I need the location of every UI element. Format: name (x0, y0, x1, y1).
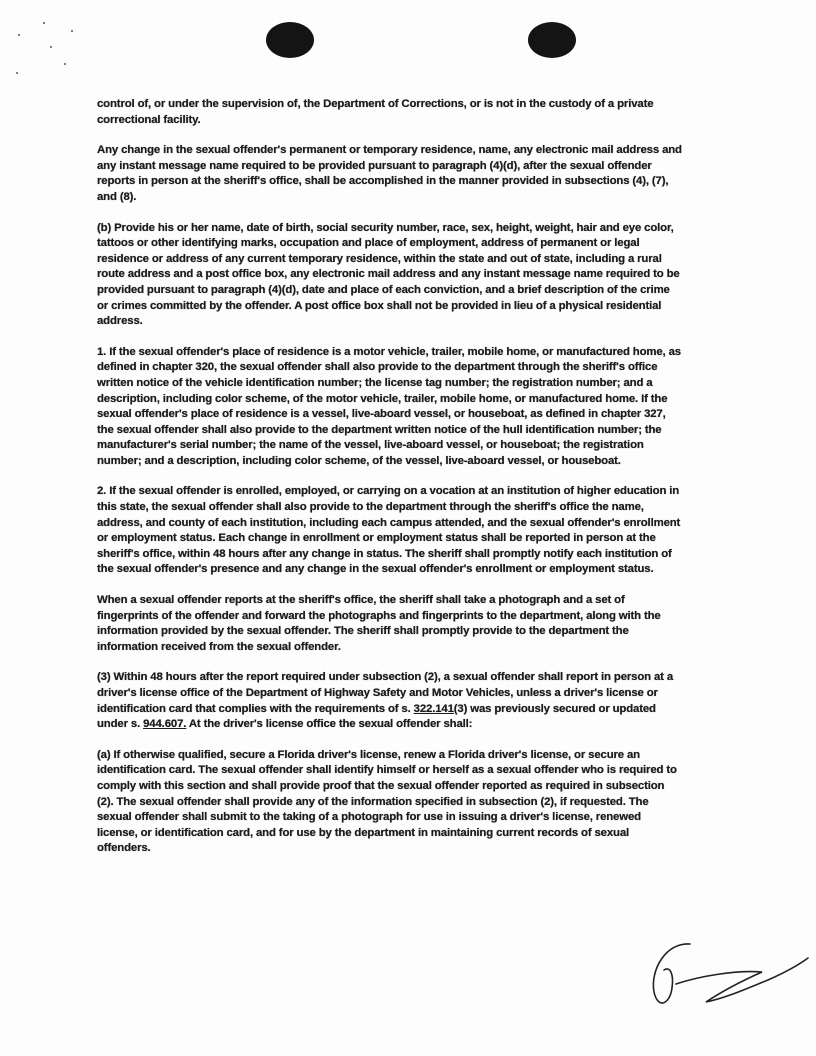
scan-speck (64, 63, 66, 65)
subsection-3-text: (3) was previously secured or updated under s. (97, 702, 656, 731)
paragraph-b-identifying-info: (b) Provide his or her name, date of birth, social security number, race, sex, height, weight, hair and eye color, tattoos or other identifying marks, occupation and place of employment, address of permanent or legal residence or address of any current temporary residence, within the state and out of state, including a rural route address and a post office box, any electronic mail address and any instant message name required to be provided pursuant to paragraph (4)(d), date and place of each conviction, and a brief description of the crime or crimes committed by the offender. A post office box shall not be provided in lieu of a physical residential address. (97, 221, 680, 328)
subsection-3-text: (3) Within 48 hours after the report required under subsection (2), a sexual offender shall report in person at a driver's license office of the Department of Highway Safety and Motor Vehicles, unless a driver's license or identification card that complies with the requirements of s. (97, 671, 674, 715)
paragraph-a-drivers-license: (a) If otherwise qualified, secure a Florida driver's license, renew a Florida driver's license, or secure an identification card. The sexual offender shall identify himself or herself as a sexual offender who is required to comply with this section and shall provide proof that the sexual offender reported as required in subsection (2). The sexual offender shall provide any of the information specified in subsection (2), if requested. The sexual offender shall submit to the taking of a photograph for use in issuing a driver's license, renewed license, or identification card, and for use by the department in maintaining current records of sexual offenders. (97, 748, 677, 855)
statute-link-944-607[interactable]: 944.607. (143, 718, 187, 731)
statute-text (97, 97, 682, 872)
initials-signature (640, 930, 810, 1020)
paragraph-custody: control of, or under the supervision of, the Department of Corrections, or is not in the custody of a private correctional facility. (97, 98, 654, 126)
punch-hole-right (528, 22, 576, 58)
scan-speck (43, 22, 45, 24)
paragraph-2-higher-education: 2. If the sexual offender is enrolled, employed, or carrying on a vocation at an institution of higher education in this state, the sexual offender shall also provide to the department through the sheriff's office the name, address, and county of each institution, including each campus attended, and the sexual offender's enrollment or employment status. Each change in enrollment or employment status shall be reported in person at the sheriff's office, within 48 hours after any change in status. The sheriff shall promptly notify each institution of the sexual offender's presence and any change in the sexual offender's enrollment or employment status. (97, 485, 681, 576)
subsection-3-text: At the driver's license office the sexual offender shall: (186, 718, 473, 731)
paragraph-photograph-fingerprints: When a sexual offender reports at the sheriff's office, the sheriff shall take a photograph and a set of fingerprints of the offender and forward the photographs and fingerprints to the department, along with the information provided by the sexual offender. The sheriff shall promptly provide to the department the information received from the sexual offender. (97, 594, 661, 653)
scan-speck (50, 46, 52, 48)
scan-speck (18, 34, 20, 36)
paragraph-change-of-residence: Any change in the sexual offender's permanent or temporary residence, name, any electronic mail address and any instant message name required to be provided pursuant to paragraph (4)(d), after the sexual offender reports in person at the sheriff's office, shall be accomplished in the manner provided in subsections (4), (7), and (8). (97, 144, 682, 203)
punch-hole-left (266, 22, 314, 58)
statute-link-322-141[interactable]: 322.141 (413, 702, 454, 715)
scan-speck (71, 30, 73, 32)
scan-speck (16, 72, 18, 74)
paragraph-subsection-3 (97, 670, 682, 732)
paragraph-1-vehicle-residence: 1. If the sexual offender's place of residence is a motor vehicle, trailer, mobile home, or manufactured home, as defined in chapter 320, the sexual offender shall also provide to the department through the sheriff's office written notice of the vehicle identification number; the license tag number; the registration number; and a description, including color scheme, of the motor vehicle, trailer, mobile home, or manufactured home. If the sexual offender's place of residence is a vessel, live-aboard vessel, or houseboat, as defined in chapter 327, the sexual offender shall also provide to the department written notice of the hull identification number; the manufacturer's serial number; the name of the vessel, live-aboard vessel, or houseboat; the registration number; and a description, including color scheme, of the vessel, live-aboard vessel, or houseboat. (97, 345, 681, 467)
